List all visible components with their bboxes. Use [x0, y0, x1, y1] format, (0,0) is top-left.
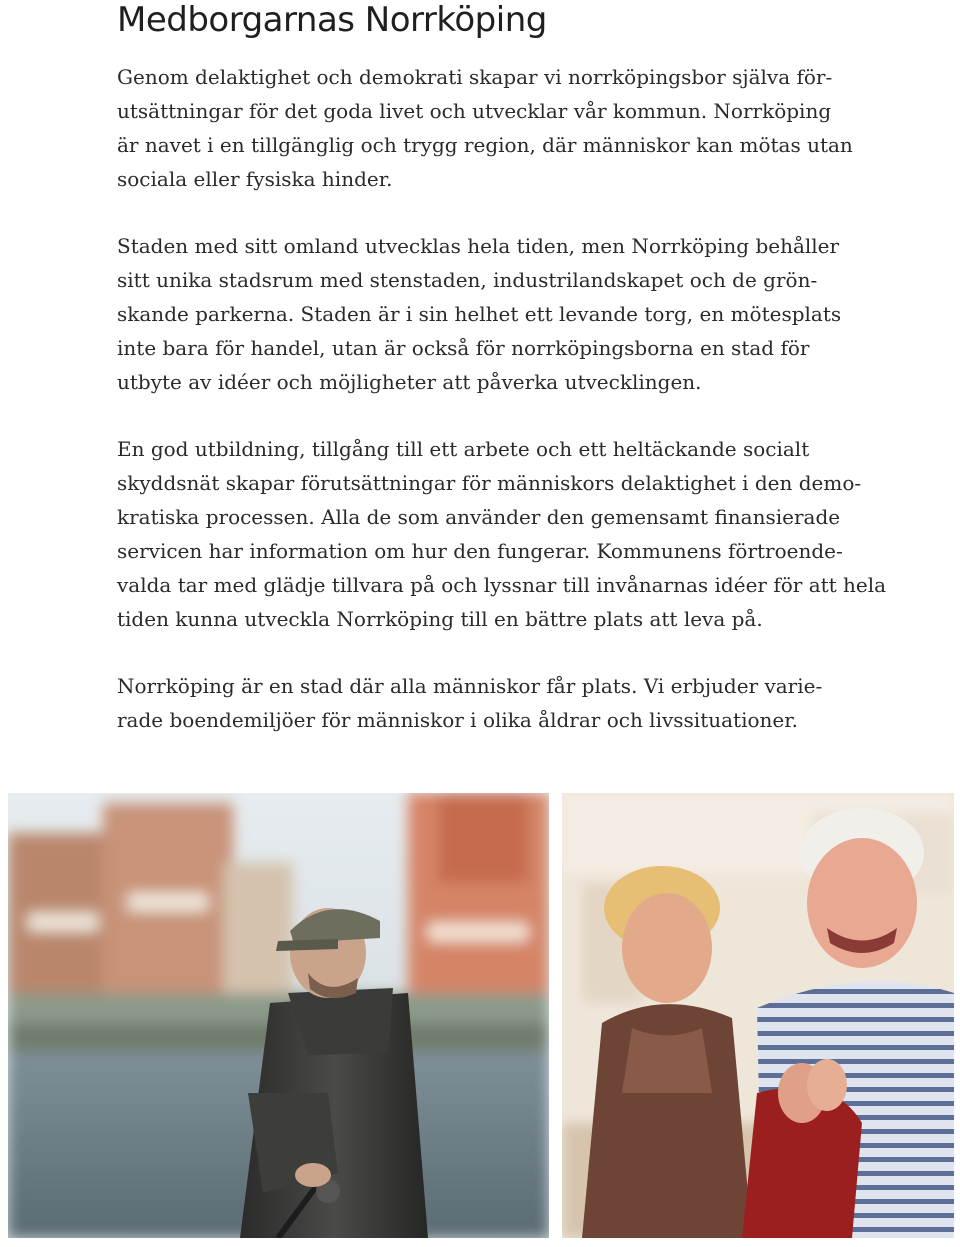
paragraph-2-line-3: skande parkerna. Staden är i sin helhet ett levande torg, en mötesplats	[117, 302, 842, 326]
paragraph-1-line-4: sociala eller fysiska hinder.	[117, 167, 393, 191]
paragraph-3-line-4: servicen har information om hur den fungerar. Kommunens förtroende-	[117, 539, 843, 563]
photo-fisherman-waterfront	[8, 793, 549, 1238]
paragraph-4-line-1: Norrköping är en stad där alla människor får plats. Vi erbjuder varie-	[117, 674, 823, 698]
paragraph-3-line-5: valda tar med glädje tillvara på och lyssnar till invånarnas idéer för att hela	[117, 573, 887, 597]
page-title: Medborgarnas Norrköping	[117, 0, 547, 40]
paragraph-3-line-3: kratiska processen. Alla de som använder den gemensamt finansierade	[117, 505, 841, 529]
photo-fisherman-illustration	[8, 793, 549, 1238]
paragraph-1-line-2: utsättningar för det goda livet och utvecklar vår kommun. Norrköping	[117, 99, 832, 123]
photo-couple-illustration	[562, 793, 954, 1238]
paragraph-1-line-3: är navet i en tillgänglig och trygg region, där människor kan mötas utan	[117, 133, 853, 157]
paragraph-gap	[117, 636, 877, 669]
paragraph-gap	[117, 399, 877, 432]
paragraph-1-line-1: Genom delaktighet och demokrati skapar vi norrköpingsbor själva för-	[117, 65, 833, 89]
body-text	[117, 60, 887, 737]
paragraph-gap	[117, 196, 877, 229]
paragraph-3-line-6: tiden kunna utveckla Norrköping till en bättre plats att leva på.	[117, 607, 763, 631]
paragraph-2-line-5: utbyte av idéer och möjligheter att påverka utvecklingen.	[117, 370, 702, 394]
paragraph-2-line-1: Staden med sitt omland utvecklas hela tiden, men Norrköping behåller	[117, 234, 840, 258]
paragraph-3-line-2: skyddsnät skapar förutsättningar för människors delaktighet i den demo-	[117, 471, 862, 495]
paragraph-2-line-4: inte bara för handel, utan är också för norrköpingsborna en stad för	[117, 336, 810, 360]
paragraph-2-line-2: sitt unika stadsrum med stenstaden, industrilandskapet och de grön-	[117, 268, 818, 292]
paragraph-4-line-2: rade boendemiljöer för människor i olika åldrar och livssituationer.	[117, 708, 798, 732]
photo-elderly-couple	[562, 793, 954, 1238]
paragraph-3-line-1: En god utbildning, tillgång till ett arbete och ett heltäckande socialt	[117, 437, 810, 461]
